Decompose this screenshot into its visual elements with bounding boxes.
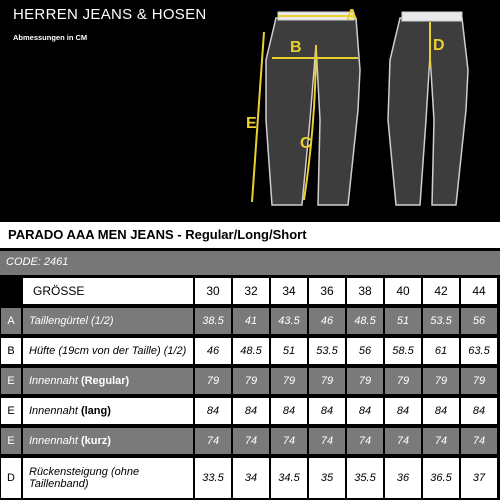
table-cell: 35.5 [346,457,384,499]
size-column-header: 38 [346,277,384,305]
row-label-variant: (lang) [80,405,111,417]
table-cell: 34.5 [270,457,308,499]
table-cell: 74 [232,427,270,455]
table-cell: 74 [194,427,232,455]
row-key: E [0,367,22,395]
product-code: CODE: 2461 [6,256,69,268]
table-cell: 79 [194,367,232,395]
table-row [0,397,500,425]
label-d: D [433,37,445,54]
table-cell: 51 [384,307,422,335]
row-label-variant: (kurz) [80,435,111,447]
size-column-header: 44 [460,277,498,305]
table-cell: 74 [422,427,460,455]
label-e: E [246,115,257,132]
table-cell: 79 [346,367,384,395]
table-cell: 79 [460,367,498,395]
table-cell: 84 [422,397,460,425]
table-row [0,367,500,395]
product-title-bar [0,222,500,248]
table-cell: 34 [232,457,270,499]
table-cell: 41 [232,307,270,335]
row-label-variant: (Regular) [80,375,130,387]
table-cell: 79 [232,367,270,395]
label-a: A [346,7,358,24]
size-column-header: 30 [194,277,232,305]
row-key: D [0,457,22,499]
size-column-header: 34 [270,277,308,305]
row-label: Rückensteigung (ohne Taillenband) [29,466,140,490]
table-row [0,427,500,455]
table-cell: 35 [308,457,346,499]
row-description [22,457,194,499]
table-cell: 84 [194,397,232,425]
table-cell: 74 [384,427,422,455]
row-label: Innennaht [29,405,78,417]
table-cell: 74 [346,427,384,455]
table-cell: 63.5 [460,337,498,365]
units-subtitle: Abmessungen in CM [13,33,88,42]
row-key: A [0,307,22,335]
table-cell: 48.5 [346,307,384,335]
table-cell: 56 [460,307,498,335]
table-cell: 74 [308,427,346,455]
table-cell: 38.5 [194,307,232,335]
table-cell: 84 [460,397,498,425]
row-label: Hüfte (19cm von der Taille) (1/2) [29,345,187,357]
table-header-row [0,277,500,305]
row-key: B [0,337,22,365]
row-description [22,337,194,365]
row-label: Innennaht [29,375,78,387]
row-description [22,307,194,335]
table-cell: 46 [308,307,346,335]
table-cell: 56 [346,337,384,365]
table-cell: 36.5 [422,457,460,499]
table-cell: 84 [346,397,384,425]
row-key: E [0,397,22,425]
table-cell: 58.5 [384,337,422,365]
product-code-bar [0,251,500,275]
table-cell: 79 [422,367,460,395]
header-size-label: GRÖSSE [22,277,194,305]
table-cell: 84 [384,397,422,425]
table-cell: 33.5 [194,457,232,499]
table-cell: 46 [194,337,232,365]
table-cell: 43.5 [270,307,308,335]
row-description [22,397,194,425]
table-cell: 51 [270,337,308,365]
table-cell: 37 [460,457,498,499]
table-row [0,337,500,365]
row-label: Innennaht [29,435,78,447]
row-description [22,367,194,395]
table-cell: 84 [308,397,346,425]
table-cell: 48.5 [232,337,270,365]
row-description [22,427,194,455]
table-cell: 36 [384,457,422,499]
label-c: C [300,135,312,152]
size-column-header: 36 [308,277,346,305]
header-area [0,0,500,213]
size-column-header: 40 [384,277,422,305]
row-key: E [0,427,22,455]
product-title: PARADO AAA MEN JEANS - Regular/Long/Short [8,227,307,242]
table-cell: 74 [270,427,308,455]
table-cell: 79 [308,367,346,395]
pants-measurement-diagram [230,0,500,213]
row-label: Taillengürtel (1/2) [29,315,114,327]
table-cell: 79 [384,367,422,395]
table-cell: 61 [422,337,460,365]
table-cell: 84 [232,397,270,425]
size-column-header: 32 [232,277,270,305]
back-pants-illustration [388,12,468,205]
table-cell: 84 [270,397,308,425]
table-row [0,457,500,499]
header-key-cell [0,277,22,305]
table-cell: 53.5 [308,337,346,365]
size-column-header: 42 [422,277,460,305]
table-row [0,307,500,335]
table-cell: 53.5 [422,307,460,335]
label-b: B [290,39,302,56]
page-title: HERREN JEANS & HOSEN [13,6,207,23]
table-cell: 79 [270,367,308,395]
table-cell: 74 [460,427,498,455]
